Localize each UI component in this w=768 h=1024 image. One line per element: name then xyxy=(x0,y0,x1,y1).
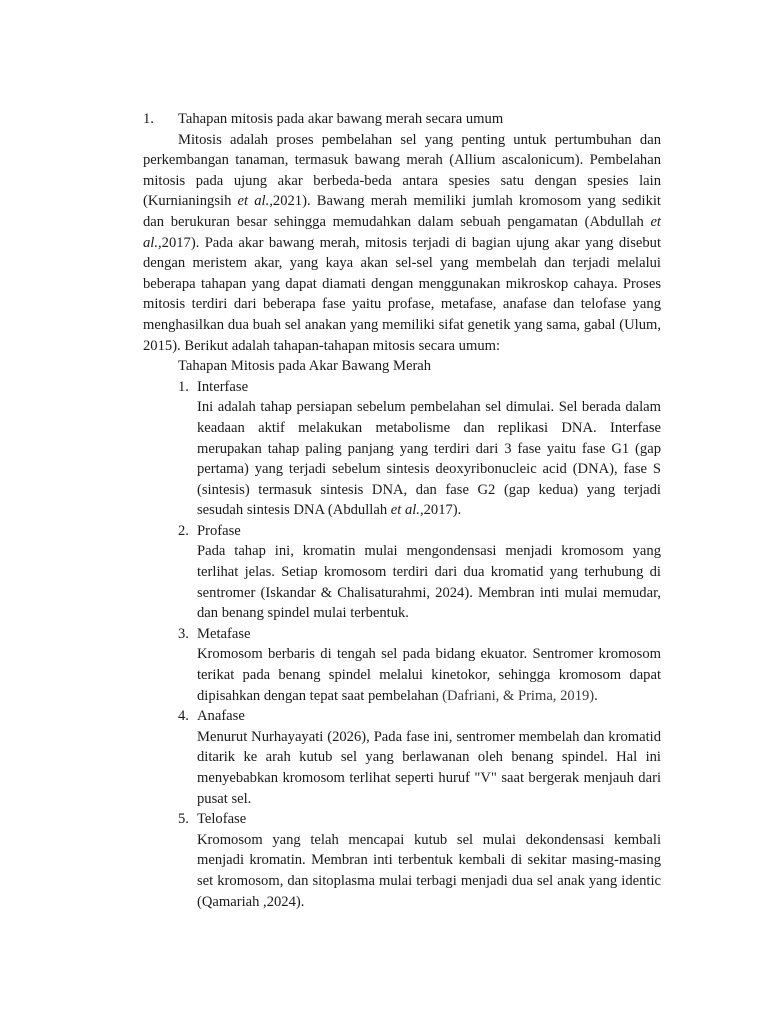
section-title: Tahapan mitosis pada akar bawang merah secara umum xyxy=(178,111,504,127)
step-description: Pada tahap ini, kromatin mulai mengondensasi menjadi kromosom yang terlihat jelas. Setiap kromosom terdiri dari dua kromatid yang terhubung di sentromer (Iskandar & Chalisaturahmi, 2024). Membran inti mulai memudar, dan benang spindel mulai terbentuk. xyxy=(197,543,661,622)
mitosis-steps-list xyxy=(143,377,661,912)
step-number: 2. xyxy=(178,522,189,539)
step-heading xyxy=(178,624,661,645)
list-item xyxy=(178,521,661,624)
step-title: Interfase xyxy=(197,378,249,395)
section-number: 1. xyxy=(143,111,154,127)
step-etal: et al., xyxy=(390,502,424,519)
intro-paragraph xyxy=(143,130,661,357)
step-title: Anafase xyxy=(197,708,245,725)
step-heading xyxy=(178,809,661,830)
step-text-after: . xyxy=(594,687,598,704)
step-description xyxy=(197,644,661,706)
step-number: 1. xyxy=(178,378,189,395)
step-number: 5. xyxy=(178,811,189,828)
list-item xyxy=(178,706,661,809)
step-heading xyxy=(178,377,661,398)
intro-etal-2: et al., xyxy=(143,213,661,251)
step-title: Telofase xyxy=(197,811,247,828)
intro-text-1: Mitosis adalah proses pembelahan sel yang penting untuk pertumbuhan dan perkembangan tanaman, termasuk bawang merah (Allium ascalonicum). Pembelahan mitosis pada ujung akar berbeda-beda antara spesies satu dengan spesies lain (Kurnianingsih xyxy=(143,131,661,210)
step-title: Profase xyxy=(197,522,241,539)
step-title: Metafase xyxy=(197,625,251,642)
step-text: Ini adalah tahap persiapan sebelum pembelahan sel dimulai. Sel berada dalam keadaan aktif melakukan metabolisme dan replikasi DNA. Interfase merupakan tahap paling panjang yang terdiri dari 3 fase yaitu fase G1 (gap pertama) yang terjadi sebelum sintesis deoxyribonucleic acid (DNA), fase S (sintesis) termasuk sintesis DNA, dan fase G2 (gap kedua) yang terjadi sesudah sintesis DNA (Abdullah xyxy=(197,399,661,519)
list-item xyxy=(178,377,661,521)
step-heading xyxy=(178,521,661,542)
intro-text-2: 2021). Bawang merah memiliki jumlah kromosom yang sedikit dan berukuran besar sehingga memudahkan dalam sebuah pengamatan (Abdullah xyxy=(143,193,661,230)
step-number: 4. xyxy=(178,708,189,725)
step-heading xyxy=(178,706,661,727)
steps-subtitle: Tahapan Mitosis pada Akar Bawang Merah xyxy=(178,358,432,375)
step-description: Menurut Nurhayayati (2026), Pada fase ini, sentromer membelah dan kromatid ditarik ke arah kutub sel yang berlawanan oleh benang spindel. Hal ini menyebabkan kromosom terlihat seperti huruf "V" saat bergerak menjauh dari pusat sel. xyxy=(197,728,661,807)
step-text: Kromosom berbaris di tengah sel pada bidang ekuator. Sentromer kromosom terikat pada benang spindel melalui kinetokor, sehingga kromosom dapat dipisahkan dengan tepat saat pembelahan xyxy=(197,646,661,704)
step-citation: (Dafriani, & Prima, 2019) xyxy=(442,687,595,704)
step-description xyxy=(197,397,661,521)
document-content xyxy=(143,109,661,912)
list-item xyxy=(178,624,661,706)
step-number: 3. xyxy=(178,625,189,642)
list-item xyxy=(178,809,661,912)
intro-etal-1: et al., xyxy=(237,193,273,210)
step-text-after: 2017). xyxy=(423,502,462,519)
section-heading xyxy=(143,109,661,130)
step-description: Kromosom yang telah mencapai kutub sel mulai dekondensasi kembali menjadi kromatin. Membran inti terbentuk kembali di sekitar masing-masing set kromosom, dan sitoplasma mulai terbagi menjadi dua sel anak yang identic (Qamariah ,2024). xyxy=(197,831,661,910)
intro-text-3: 2017). Pada akar bawang merah, mitosis terjadi di bagian ujung akar yang disebut dengan meristem akar, yang kaya akan sel-sel yang membelah dan terjadi melalui beberapa tahapan yang dapat diamati dengan menggunakan mikroskop cahaya. Proses mitosis terdiri dari beberapa fase yaitu profase, metafase, anafase dan telofase yang menghasilkan dua buah sel anakan yang memiliki sifat genetik yang sama, gabal (Ulum, 2015). Berikut adalah tahapan-tahapan mitosis secara umum: xyxy=(143,234,661,354)
